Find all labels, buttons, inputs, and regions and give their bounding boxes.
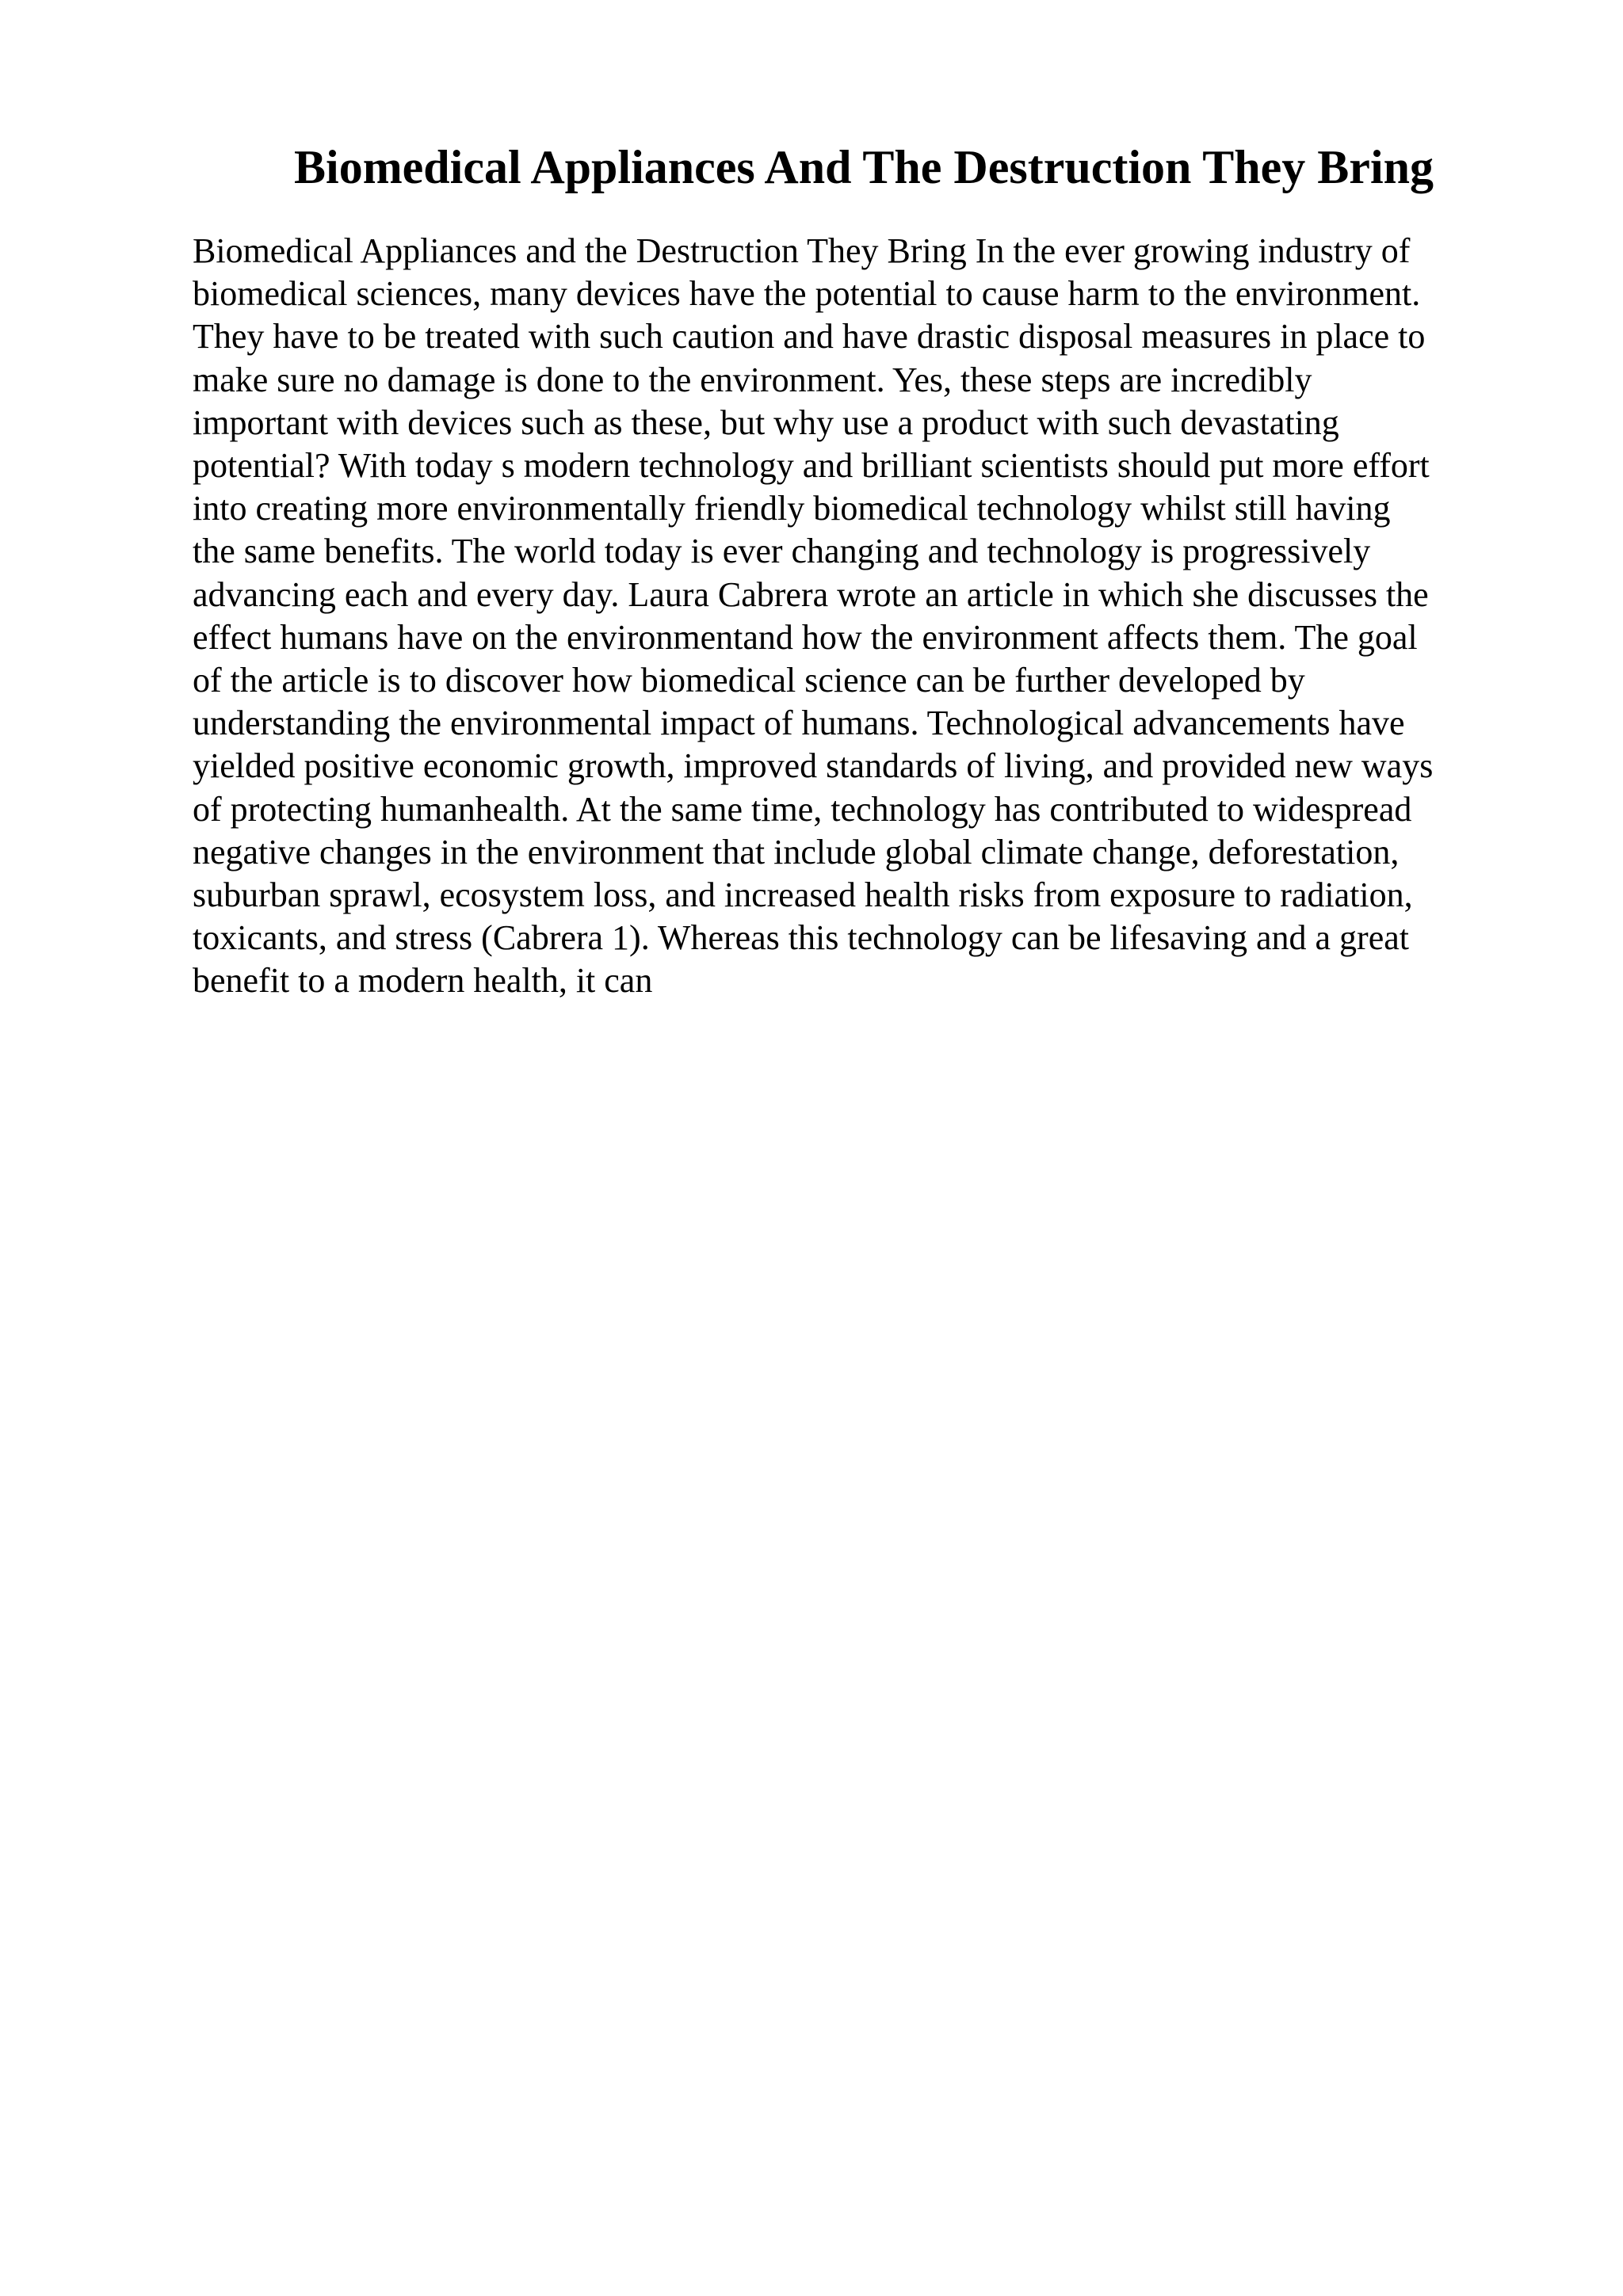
body-line: negative changes in the environment that include global climate change, deforestation, (193, 832, 1400, 871)
body-line: make sure no damage is done to the environment. Yes, these steps are incredibly (193, 360, 1312, 399)
document-body (193, 230, 1500, 1003)
body-line: effect humans have on the environmentand how the environment affects them. The goal (193, 617, 1418, 657)
body-line: suburban sprawl, ecosystem loss, and increased health risks from exposure to radiation, (193, 875, 1413, 915)
body-line: yielded positive economic growth, improved standards of living, and provided new ways (193, 746, 1434, 786)
body-line: of the article is to discover how biomedical science can be further developed by (193, 661, 1305, 700)
body-line: the same benefits. The world today is ever changing and technology is progressively (193, 532, 1371, 571)
document-title: Biomedical Appliances And The Destruction They Bring (294, 141, 1434, 193)
body-line: important with devices such as these, but why use a product with such devastating (193, 402, 1339, 442)
body-line: biomedical sciences, many devices have the potential to cause harm to the environment. (193, 274, 1421, 314)
body-line: understanding the environmental impact of humans. Technological advancements have (193, 704, 1405, 743)
body-line: into creating more environmentally friendly biomedical technology whilst still having (193, 489, 1391, 528)
body-line: benefit to a modern health, it can (193, 961, 653, 1001)
body-line: of protecting humanhealth. At the same time, technology has contributed to widespread (193, 789, 1412, 829)
body-line: They have to be treated with such caution and have drastic disposal measures in place to (193, 317, 1426, 357)
body-line: advancing each and every day. Laura Cabrera wrote an article in which she discusses the (193, 574, 1429, 614)
body-line: potential? With today s modern technology and brilliant scientists should put more effort (193, 446, 1430, 486)
body-line: toxicants, and stress (Cabrera 1). Whereas this technology can be lifesaving and a great (193, 918, 1409, 958)
body-line: Biomedical Appliances and the Destruction They Bring In the ever growing industry of (193, 231, 1411, 270)
